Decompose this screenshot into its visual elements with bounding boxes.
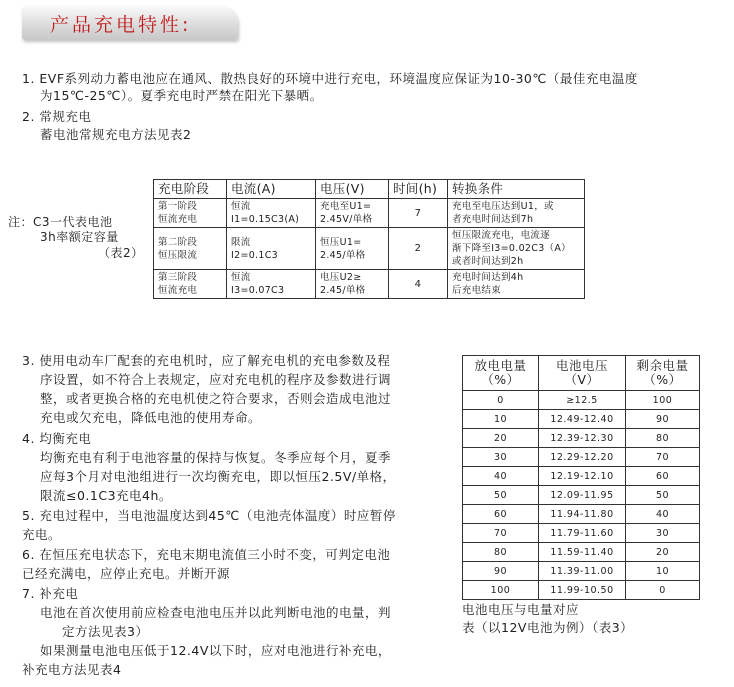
discharge-cell: 50 [463,486,539,505]
time-cell: 2 [389,228,448,270]
voltage-cell: ≥12.5 [539,391,626,410]
column-header: 剩余电量 （%） [626,356,700,391]
section7-line4: 补充电方法见表4 [22,662,122,677]
section-banner [22,6,238,40]
table-row [463,448,700,467]
time-cell: 7 [389,199,448,228]
column-header: 转换条件 [448,180,585,199]
discharge-cell: 90 [463,562,539,581]
section3-line1: 3. 使用电动车厂配套的充电机时，应了解充电机的充电参数及程 [22,353,391,368]
remaining-cell: 30 [626,524,700,543]
voltage-cell: 12.49-12.40 [539,410,626,429]
table-row [463,467,700,486]
section3-line3: 整，或者更换合格的充电机使之符合要求，否则会造成电池过 [40,391,392,406]
table-row [463,486,700,505]
section7-heading: 7. 补充电 [22,586,79,601]
remaining-cell: 50 [626,486,700,505]
voltage-cell: 充电至U1= 2.45V/单格 [316,199,389,228]
condition-cell: 恒压限流充电，电流逐 渐下降至I3=0.02C3（A） 或者时间达到2h [448,228,585,270]
table3-caption-line2: 表（以12V电池为例）（表3） [462,620,634,635]
voltage-cell: 11.39-11.00 [539,562,626,581]
table3-caption-line1: 电池电压与电量对应 [462,602,580,617]
discharge-cell: 70 [463,524,539,543]
condition-cell: 充电至电压达到U1，或 者充电时间达到7h [448,199,585,228]
voltage-cell: 11.99-10.50 [539,581,626,600]
table-header-row [463,356,700,391]
condition-cell: 充电时间达到4h 后充电结束 [448,270,585,299]
table-row [463,581,700,600]
section7-line2: 定方法见表3） [62,624,149,639]
charging-method-table [153,179,585,299]
section5-line1: 5. 充电过程中，当电池温度达到45℃（电池壳体温度）时应暂停 [22,508,396,523]
voltage-cell: 电压U2≥ 2.45/单格 [316,270,389,299]
remaining-cell: 100 [626,391,700,410]
remaining-cell: 80 [626,429,700,448]
stage-cell: 第二阶段 恒压限流 [154,228,227,270]
discharge-cell: 100 [463,581,539,600]
column-header: 电压(V) [316,180,389,199]
column-header: 电池电压 （V） [539,356,626,391]
current-cell: 恒流 I3=0.07C3 [227,270,316,299]
remaining-cell: 70 [626,448,700,467]
table2-note-line2: 3h率额定容量 [40,230,119,244]
voltage-cell: 11.79-11.60 [539,524,626,543]
page-title: 产品充电特性: [50,14,192,36]
table-row [463,429,700,448]
table-row [154,199,585,228]
remaining-cell: 40 [626,505,700,524]
remaining-cell: 60 [626,467,700,486]
time-cell: 4 [389,270,448,299]
discharge-cell: 30 [463,448,539,467]
section4-line3: 限流≤0.1C3充电4h。 [40,488,172,503]
column-header: 电流(A) [227,180,316,199]
table-header-row [154,180,585,199]
discharge-cell: 40 [463,467,539,486]
table2-note-line1: 注：C3一代表电池 [8,215,113,229]
section1-line1: 1. EVF系列动力蓄电池应在通风、散热良好的环境中进行充电，环境温度应保证为10-30℃（最佳充电温度 [22,71,638,86]
voltage-capacity-table [462,355,700,600]
discharge-cell: 80 [463,543,539,562]
voltage-cell: 11.94-11.80 [539,505,626,524]
table-row [463,410,700,429]
voltage-cell: 12.29-12.20 [539,448,626,467]
current-cell: 恒流 I1=0.15C3(A) [227,199,316,228]
table-row [463,562,700,581]
section2-heading: 2. 常规充电 [22,109,92,124]
section7-line3: 如果测量电池电压低于12.4V以下时，应对电池进行补充电， [40,643,391,658]
section1-line2: 为15℃-25℃）。夏季充电时严禁在阳光下暴晒。 [40,88,323,103]
table-row [154,270,585,299]
discharge-cell: 20 [463,429,539,448]
table-row [154,228,585,270]
section4-line2: 应每3个月对电池组进行一次均衡充电，即以恒压2.5V/单格， [40,469,396,484]
voltage-cell: 12.09-11.95 [539,486,626,505]
section3-line2: 序设置，如不符合上表规定，应对充电机的程序及参数进行调 [40,372,392,387]
stage-cell: 第一阶段 恒流充电 [154,199,227,228]
remaining-cell: 20 [626,543,700,562]
table-row [463,391,700,410]
section3-line4: 充电或欠充电，降低电池的使用寿命。 [40,410,262,425]
remaining-cell: 90 [626,410,700,429]
voltage-cell: 11.59-11.40 [539,543,626,562]
table-row [463,543,700,562]
remaining-cell: 0 [626,581,700,600]
section6-line1: 6. 在恒压充电状态下，充电末期电流值三小时不变，可判定电池 [22,547,391,562]
discharge-cell: 0 [463,391,539,410]
voltage-cell: 12.19-12.10 [539,467,626,486]
column-header: 充电阶段 [154,180,227,199]
section4-heading: 4. 均衡充电 [22,431,92,446]
section6-line2: 已经充满电，应停止充电。并断开源 [22,566,231,581]
section7-line1: 电池在首次使用前应检查电池电压并以此判断电池的电量，判 [40,605,392,620]
table2-note-line3: （表2） [98,246,144,260]
discharge-cell: 60 [463,505,539,524]
section2-line1: 蓄电池常规充电方法见表2 [40,127,192,142]
table-row [463,505,700,524]
voltage-cell: 12.39-12.30 [539,429,626,448]
voltage-cell: 恒压U1= 2.45/单格 [316,228,389,270]
discharge-cell: 10 [463,410,539,429]
table-row [463,524,700,543]
column-header: 时间(h) [389,180,448,199]
remaining-cell: 10 [626,562,700,581]
section5-line2: 充电。 [22,527,62,542]
section4-line1: 均衡充电有利于电池容量的保持与恢复。冬季应每个月，夏季 [40,450,392,465]
current-cell: 限流 I2=0.1C3 [227,228,316,270]
stage-cell: 第三阶段 恒流充电 [154,270,227,299]
column-header: 放电电量 （%） [463,356,539,391]
